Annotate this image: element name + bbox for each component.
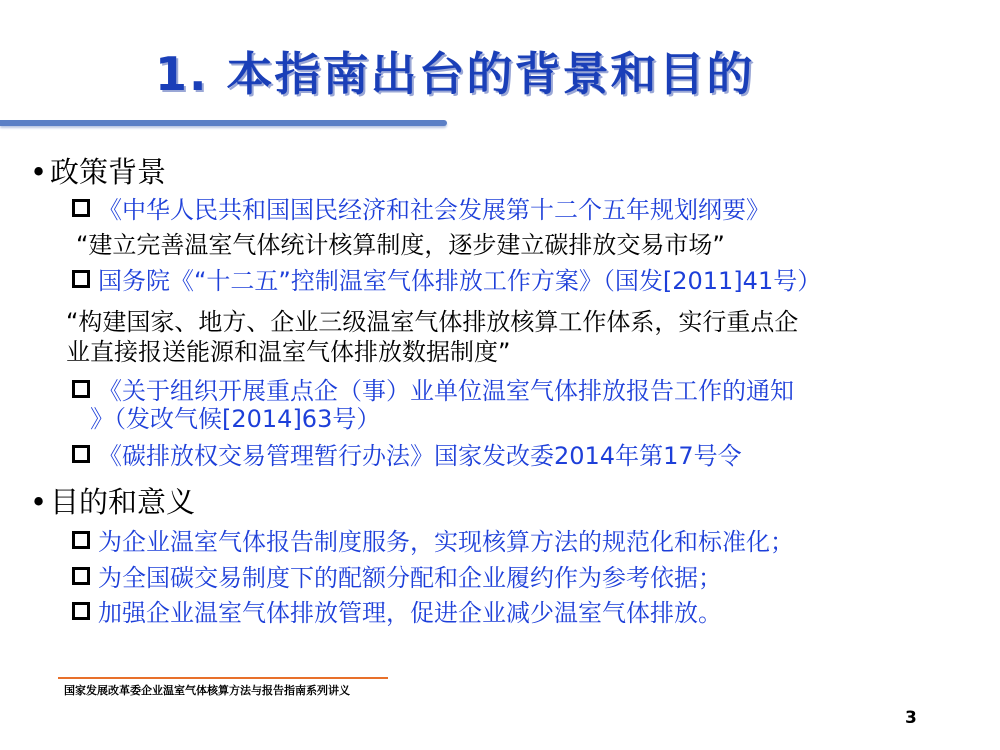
page-number: 3 [905,708,917,728]
bullet-icon: • [30,485,48,519]
footer-divider [58,677,388,679]
section-heading-purpose [30,480,195,521]
section-heading-text: 目的和意义 [50,485,196,519]
bullet-icon: • [30,155,48,189]
list-item [72,195,770,225]
quote-text-line1: “构建国家、地方、企业三级温室气体排放核算工作体系，实行重点企 [66,308,799,336]
square-box-icon [72,380,90,398]
list-item-text: 为全国碳交易制度下的配额分配和企业履约作为参考依据； [98,564,722,592]
list-item [72,441,742,471]
square-box-icon [72,445,90,463]
list-item-text: 国务院《“十二五”控制温室气体排放工作方案》（国发[2011]41号） [98,267,822,295]
list-item [72,598,722,628]
square-box-icon [72,531,90,549]
list-item-text: 《关于组织开展重点企（事）业单位温室气体排放报告工作的通知 [98,377,794,405]
footer-text: 国家发展改革委企业温室气体核算方法与报告指南系列讲义 [64,684,350,697]
list-item [72,376,794,406]
quote-text: “建立完善温室气体统计核算制度，逐步建立碳排放交易市场” [76,231,725,259]
square-box-icon [72,567,90,585]
square-box-icon [72,270,90,288]
list-item-continuation: 》（发改气候[2014]63号） [90,405,381,433]
slide-title: 1. 本指南出台的背景和目的 [155,47,755,101]
list-item [72,563,722,593]
section-heading-text: 政策背景 [50,155,167,189]
list-item [72,527,794,557]
quote-text-line2: 业直接报送能源和温室气体排放数据制度” [66,338,511,366]
list-item [72,266,821,296]
list-item-text: 加强企业温室气体排放管理，促进企业减少温室气体排放。 [98,599,722,627]
list-item-text: 《碳排放权交易管理暂行办法》国家发改委2014年第17号令 [98,442,742,470]
square-box-icon [72,602,90,620]
section-heading-policy [30,150,166,191]
square-box-icon [72,199,90,217]
title-underline [0,120,447,126]
list-item-text: 为企业温室气体报告制度服务，实现核算方法的规范化和标准化； [98,528,794,556]
list-item-text: 《中华人民共和国国民经济和社会发展第十二个五年规划纲要》 [98,196,770,224]
